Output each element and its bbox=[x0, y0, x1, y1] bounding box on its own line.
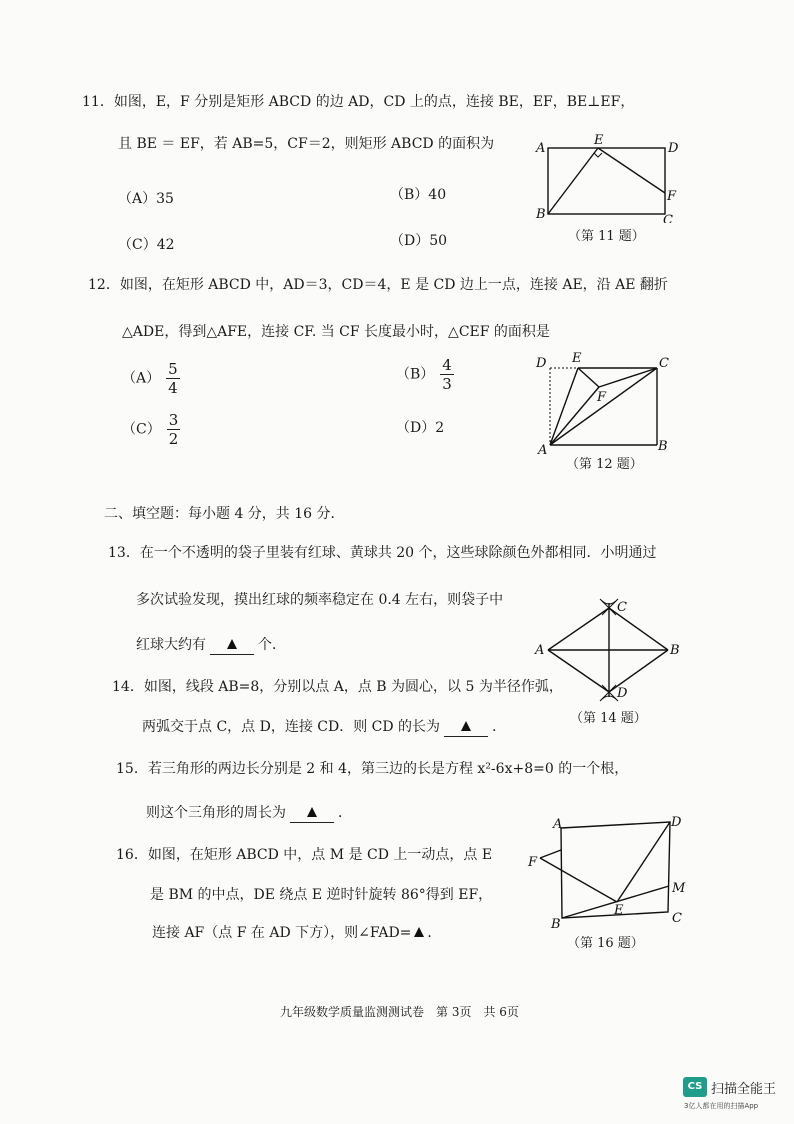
q11-line1: 11．如图，E，F 分别是矩形 ABCD 的边 AD，CD 上的点，连接 BE，EF，BE⊥EF， bbox=[82, 94, 635, 110]
q13-answer-blank[interactable] bbox=[210, 636, 254, 655]
q11-label-d: D bbox=[668, 141, 679, 156]
q16-label-m: M bbox=[672, 881, 686, 896]
q14-line2-pre: 两弧交于点 C，点 D，连接 CD．则 CD 的长为 bbox=[142, 719, 441, 735]
q16-label-c: C bbox=[672, 911, 682, 926]
watermark-name: 扫描全能王 bbox=[711, 1081, 777, 1097]
q11-label-e: E bbox=[594, 133, 604, 148]
q11-label-b: B bbox=[536, 207, 546, 222]
q12-option-b bbox=[396, 356, 454, 393]
q14-line2 bbox=[142, 718, 506, 737]
q16-label-e: E bbox=[614, 903, 624, 918]
q11-option-a: （A）35 bbox=[118, 191, 174, 207]
q14-label-a: A bbox=[535, 643, 545, 658]
answer-triangle-icon bbox=[414, 927, 424, 937]
q12-option-c-label: （C） bbox=[122, 421, 161, 438]
q11-label-a: A bbox=[536, 141, 546, 156]
answer-triangle-icon bbox=[461, 721, 471, 731]
q12-caption: （第 12 题） bbox=[566, 457, 643, 472]
q12-option-a bbox=[122, 360, 180, 397]
q11-option-b: （B）40 bbox=[390, 187, 447, 203]
q12-label-a: A bbox=[538, 443, 548, 458]
q16-line2: 是 BM 的中点，DE 绕点 E 逆时针旋转 86°得到 EF， bbox=[150, 887, 493, 903]
q12-option-c bbox=[122, 411, 180, 448]
q12-line2: △ADE，得到△AFE，连接 CF. 当 CF 长度最小时，△CEF 的面积是 bbox=[122, 324, 550, 340]
q11-figure bbox=[530, 128, 690, 223]
q12-line1: 12．如图，在矩形 ABCD 中，AD＝3，CD＝4，E 是 CD 边上一点，连接 AE，沿 AE 翻折 bbox=[88, 277, 668, 293]
q13-line1: 13．在一个不透明的袋子里装有红球、黄球共 20 个，这些球除颜色外都相同．小明通过 bbox=[108, 545, 657, 561]
q12-option-b-den: 3 bbox=[442, 375, 452, 393]
answer-triangle-icon bbox=[227, 639, 237, 649]
q16-line1: 16．如图，在矩形 ABCD 中，点 M 是 CD 上一动点，点 E bbox=[116, 847, 493, 863]
q14-label-d: D bbox=[617, 686, 628, 701]
camscanner-logo-icon: CS bbox=[683, 1077, 707, 1097]
q12-label-c: C bbox=[659, 356, 669, 371]
scanner-watermark bbox=[683, 1077, 776, 1097]
q15-line1: 15．若三角形的两边长分别是 2 和 4，第三边的长是方程 x²-6x+8=0 的一个根， bbox=[116, 761, 629, 777]
q15-answer-blank[interactable] bbox=[290, 804, 334, 823]
q12-label-b: B bbox=[658, 439, 668, 454]
q16-caption: （第 16 题） bbox=[567, 936, 644, 951]
q12-option-c-num: 3 bbox=[168, 411, 179, 429]
q13-line3-pre: 红球大约有 bbox=[136, 637, 206, 653]
q13-line3-post: 个． bbox=[258, 637, 286, 653]
q12-label-e: E bbox=[572, 351, 582, 366]
q14-line1: 14．如图，线段 AB=8，分别以点 A，点 B 为圆心，以 5 为半径作弧， bbox=[112, 679, 563, 695]
q12-option-a-num: 5 bbox=[168, 360, 178, 378]
q15-line2 bbox=[146, 804, 352, 823]
q13-line3 bbox=[136, 636, 286, 655]
q11-option-d: （D）50 bbox=[390, 233, 448, 249]
q14-label-b: B bbox=[670, 643, 680, 658]
q11-caption: （第 11 题） bbox=[568, 229, 645, 244]
q13-line2: 多次试验发现，摸出红球的频率稳定在 0.4 左右，则袋子中 bbox=[136, 592, 504, 608]
q12-option-d: （D）2 bbox=[396, 420, 445, 436]
section-2-heading: 二、填空题：每小题 4 分，共 16 分． bbox=[104, 506, 345, 522]
q14-caption: （第 14 题） bbox=[570, 711, 647, 726]
q11-label-f: F bbox=[667, 189, 677, 204]
q11-line2: 且 BE ＝ EF，若 AB=5，CF＝2，则矩形 ABCD 的面积为 bbox=[118, 136, 495, 152]
page-footer: 九年级数学质量监测测试卷 第 3页 共 6页 bbox=[280, 1005, 519, 1019]
q16-label-a: A bbox=[553, 817, 563, 832]
q16-label-b: B bbox=[551, 917, 561, 932]
q12-option-b-label: （B） bbox=[396, 366, 435, 383]
q12-option-a-den: 4 bbox=[168, 379, 178, 397]
q14-figure bbox=[530, 595, 690, 705]
q11-option-c: （C）42 bbox=[118, 237, 175, 253]
q15-line2-post: ． bbox=[338, 805, 352, 821]
q16-figure bbox=[525, 810, 695, 935]
q16-label-d: D bbox=[671, 815, 682, 830]
q15-line2-pre: 则这个三角形的周长为 bbox=[146, 805, 286, 821]
answer-triangle-icon bbox=[307, 807, 317, 817]
q14-line2-post: ． bbox=[492, 719, 507, 735]
q16-line3-post: ． bbox=[427, 925, 442, 941]
q12-option-b-num: 4 bbox=[442, 356, 452, 374]
q12-figure bbox=[530, 350, 680, 460]
q16-line3 bbox=[152, 924, 441, 942]
watermark-subtitle: 3亿人都在用的扫描App bbox=[684, 1102, 759, 1110]
q16-line3-pre: 连接 AF（点 F 在 AD 下方），则∠FAD= bbox=[152, 925, 412, 941]
q14-answer-blank[interactable] bbox=[444, 718, 488, 737]
q12-option-c-den: 2 bbox=[168, 430, 179, 448]
q12-label-f: F bbox=[597, 390, 607, 405]
q12-label-d: D bbox=[536, 356, 547, 371]
q14-label-c: C bbox=[617, 600, 627, 615]
q12-option-a-label: （A） bbox=[122, 370, 161, 387]
q11-label-c: C bbox=[663, 213, 673, 223]
q16-label-f: F bbox=[528, 855, 538, 870]
